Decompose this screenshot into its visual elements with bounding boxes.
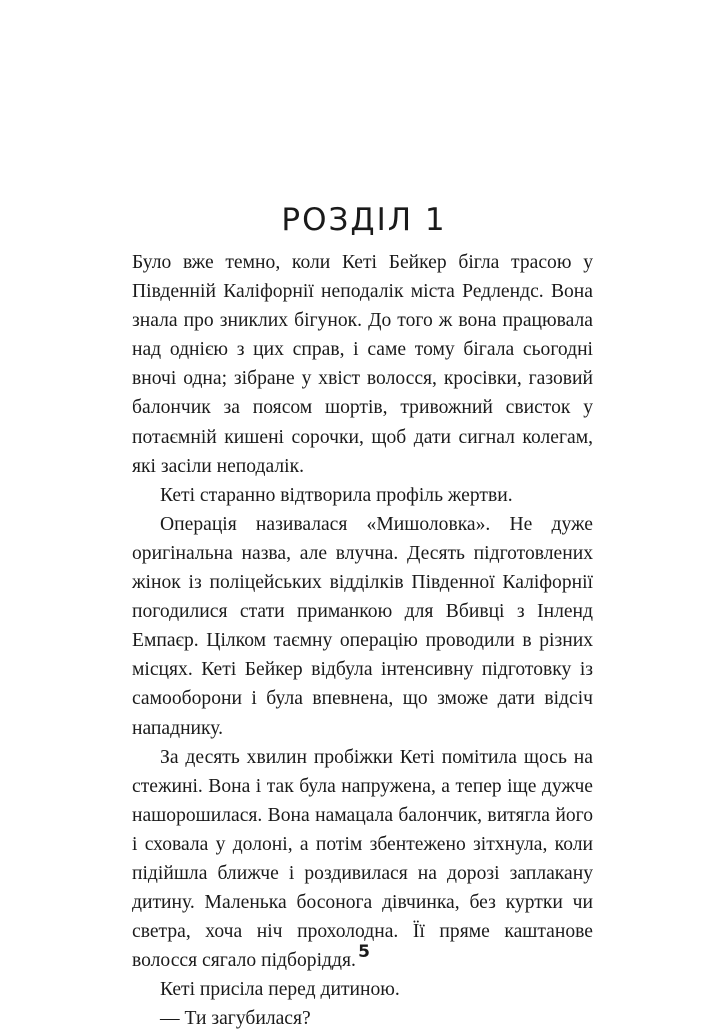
dialogue-line: — Ти загубилася? [160,1008,311,1030]
paragraph: Було вже темно, коли Кеті Бейкер бігла трасою у Південній Каліфорнії неподалік міста Редлендс. Вона знала про зниклих бігунок. До того ж вона працювала над однією з цих справ, і саме тому бігала сьогодні вночі одна; зібране у хвіст волосся, кросівки, газовий балончик за поясом шортів, тривожний свисток у потаємній кишені сорочки, щоб дати сигнал колегам, які засіли неподалік. [132,252,593,477]
paragraph: Кеті присіла перед дитиною. [160,979,400,1001]
page-number: 5 [358,942,370,962]
paragraph: Кеті старанно відтворила профіль жертви. [160,484,513,506]
chapter-title: РОЗДІЛ 1 [281,202,447,238]
paragraph: Операція називалася «Мишоловка». Не дуже оригінальна назва, але влучна. Десять підготовлених жінок із поліцейських відділків Південної Каліфорнії погодилися стати приманкою для Вбивці з Інленд Емпаєр. Цілком таємну операцію проводили в різних місцях. Кеті Бейкер відбула інтенсивну підготовку із самооборони і була впевнена, що зможе дати відсіч нападнику. [132,513,593,739]
body-text [132,248,593,1034]
paragraph: За десять хвилин пробіжки Кеті помітила щось на стежині. Вона і так була напружена, а тепер іще дужче нашорошилася. Вона намацала балончик, витягла його і сховала у долоні, а потім збентежено зітхнула, коли підійшла ближче і роздивилася на дорозі заплакану дитину. Маленька босонога дівчинка, без куртки чи светра, хоча ніч прохолодна. Її пряме каштанове волосся сягало підборіддя. [132,746,593,972]
